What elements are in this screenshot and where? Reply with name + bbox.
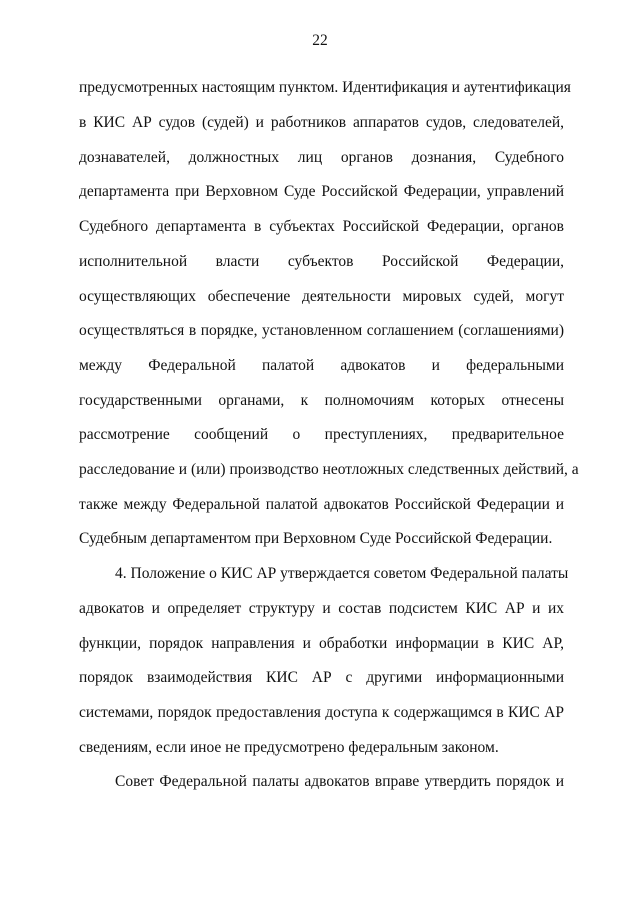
page-number: 22 bbox=[312, 32, 328, 49]
text-line: осуществляющих обеспечение деятельности мировых судей, могут bbox=[79, 288, 564, 305]
text-line: исполнительной власти субъектов Российской Федерации, bbox=[79, 253, 564, 270]
text-line: системами, порядок предоставления доступа к содержащимся в КИС АР bbox=[79, 704, 564, 721]
text-line: департамента при Верховном Суде Российской Федерации, управлений bbox=[79, 183, 564, 200]
text-line: Судебного департамента в субъектах Российской Федерации, органов bbox=[79, 218, 564, 235]
text-line: функции, порядок направления и обработки информации в КИС АР, bbox=[79, 635, 564, 652]
text-line: предусмотренных настоящим пунктом. Идентификация и аутентификация bbox=[79, 79, 571, 96]
text-line: также между Федеральной палатой адвокатов Российской Федерации и bbox=[79, 496, 564, 513]
text-line: государственными органами, к полномочиям которых отнесены bbox=[79, 392, 564, 409]
text-line: между Федеральной палатой адвокатов и федеральными bbox=[79, 357, 564, 374]
text-line: порядок взаимодействия КИС АР с другими информационными bbox=[79, 669, 564, 686]
text-line: Судебным департаментом при Верховном Суде Российской Федерации. bbox=[79, 530, 553, 547]
paragraph-start-line: 4. Положение о КИС АР утверждается советом Федеральной палаты bbox=[115, 565, 569, 582]
text-line: дознавателей, должностных лиц органов дознания, Судебного bbox=[79, 149, 564, 166]
text-line: в КИС АР судов (судей) и работников аппаратов судов, следователей, bbox=[79, 114, 564, 131]
text-line: осуществляться в порядке, установленном соглашением (соглашениями) bbox=[79, 322, 564, 339]
text-line: адвокатов и определяет структуру и состав подсистем КИС АР и их bbox=[79, 600, 564, 617]
paragraph-start-line: Совет Федеральной палаты адвокатов вправе утвердить порядок и bbox=[115, 773, 564, 790]
text-line: расследование и (или) производство неотложных следственных действий, а bbox=[79, 461, 579, 478]
text-line: сведениям, если иное не предусмотрено федеральным законом. bbox=[79, 739, 499, 756]
text-line: рассмотрение сообщений о преступлениях, предварительное bbox=[79, 426, 564, 443]
